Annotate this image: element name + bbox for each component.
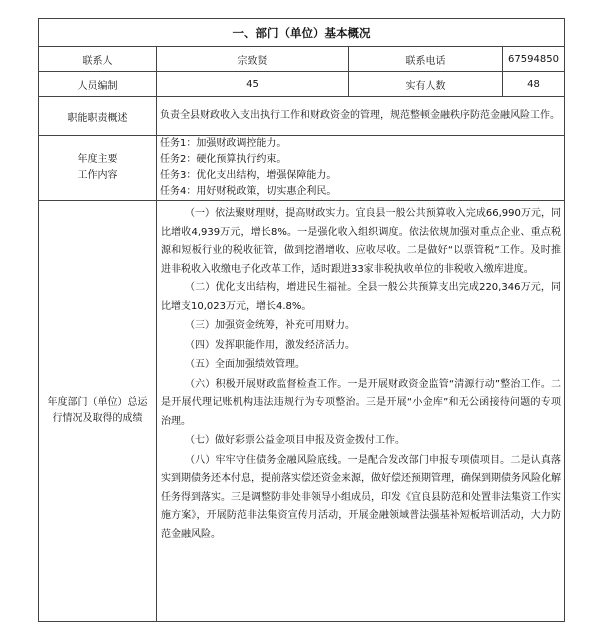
summary-paragraph: （四）发挥职能作用，激发经济活力。 xyxy=(185,339,355,351)
annual-work-label xyxy=(39,136,157,201)
summary-paragraph: （二）优化支出结构，增进民生福祉。全县一般公共预算支出完成220,346万元，同比增支10,023万元，增长4.8%。 xyxy=(161,282,561,312)
contact-value: 宗致贤 xyxy=(157,47,349,72)
task-item: 任务2：硬化预算执行约束。 xyxy=(160,154,287,165)
staff-label: 人员编制 xyxy=(39,72,157,97)
summary-paragraph: （一）依法聚财理财，提高财政实力。宜良县一般公共预算收入完成66,990万元，同比增收4,939万元，增长8%。一是强化收入组织调度。依法依规加强对重点企业、重点税源和短板行业的税收征管，做到挖潜增收、应收尽收。二是做好“以票管税”工作。及时推进非税收入收缴电子化改革工作，适时跟进33家非税执收单位的非税收入缴库进度。 xyxy=(161,208,561,275)
task-list xyxy=(157,136,565,201)
summary-paragraph: （八）牢牢守住债务金融风险底线。一是配合发改部门申报专项债项目。二是认真落实到期债务还本付息，提前落实偿还资金来源，做好偿还预期管理，确保到期债务风险化解任务得到落实。三是调整防非处非领导小组成员，印发《宜良县防范和处置非法集资工作实施方案》，开展防范非法集资宣传月活动，开展金融领域普法强基补短板培训活动，大力防范金融风险。 xyxy=(161,454,561,540)
summary-paragraph: （六）积极开展财政监督检查工作。一是开展财政资金监管“清源行动”整治工作。二是开展代理记账机构违法违规行为专项整治。三是开展“小金库”和无公函接待问题的专项治理。 xyxy=(161,378,561,427)
actual-staff-value: 48 xyxy=(503,72,565,97)
summary-label-line1: 年度部门（单位）总运 xyxy=(47,397,148,408)
summary-label xyxy=(39,201,157,622)
duties-label: 职能职责概述 xyxy=(39,97,157,136)
annual-work-label-line1: 年度主要 xyxy=(77,154,118,165)
phone-label: 联系电话 xyxy=(349,47,503,72)
summary-paragraph: （七）做好彩票公益金项目申报及资金拨付工作。 xyxy=(185,435,405,446)
task-item: 任务1：加强财政调控能力。 xyxy=(160,138,287,149)
contact-label: 联系人 xyxy=(39,47,157,72)
task-item: 任务4：用好财税政策，切实惠企利民。 xyxy=(160,186,337,197)
phone-value: 67594850 xyxy=(503,47,565,72)
table-title: 一、部门（单位）基本概况 xyxy=(39,19,565,47)
staff-value: 45 xyxy=(157,72,349,97)
summary-text xyxy=(157,201,565,622)
summary-label-line2: 行情况及取得的成绩 xyxy=(52,413,143,424)
duties-text: 负责全县财政收入支出执行工作和财政资金的管理，规范整顿金融秩序防范金融风险工作。 xyxy=(157,97,565,136)
summary-paragraph: （五）全面加强绩效管理。 xyxy=(185,359,305,370)
summary-paragraph: （三）加强资金统筹，补充可用财力。 xyxy=(185,320,355,331)
task-item: 任务3：优化支出结构，增强保障能力。 xyxy=(160,170,337,181)
annual-work-label-line2: 工作内容 xyxy=(77,170,118,181)
overview-table xyxy=(38,18,565,622)
actual-staff-label: 实有人数 xyxy=(349,72,503,97)
